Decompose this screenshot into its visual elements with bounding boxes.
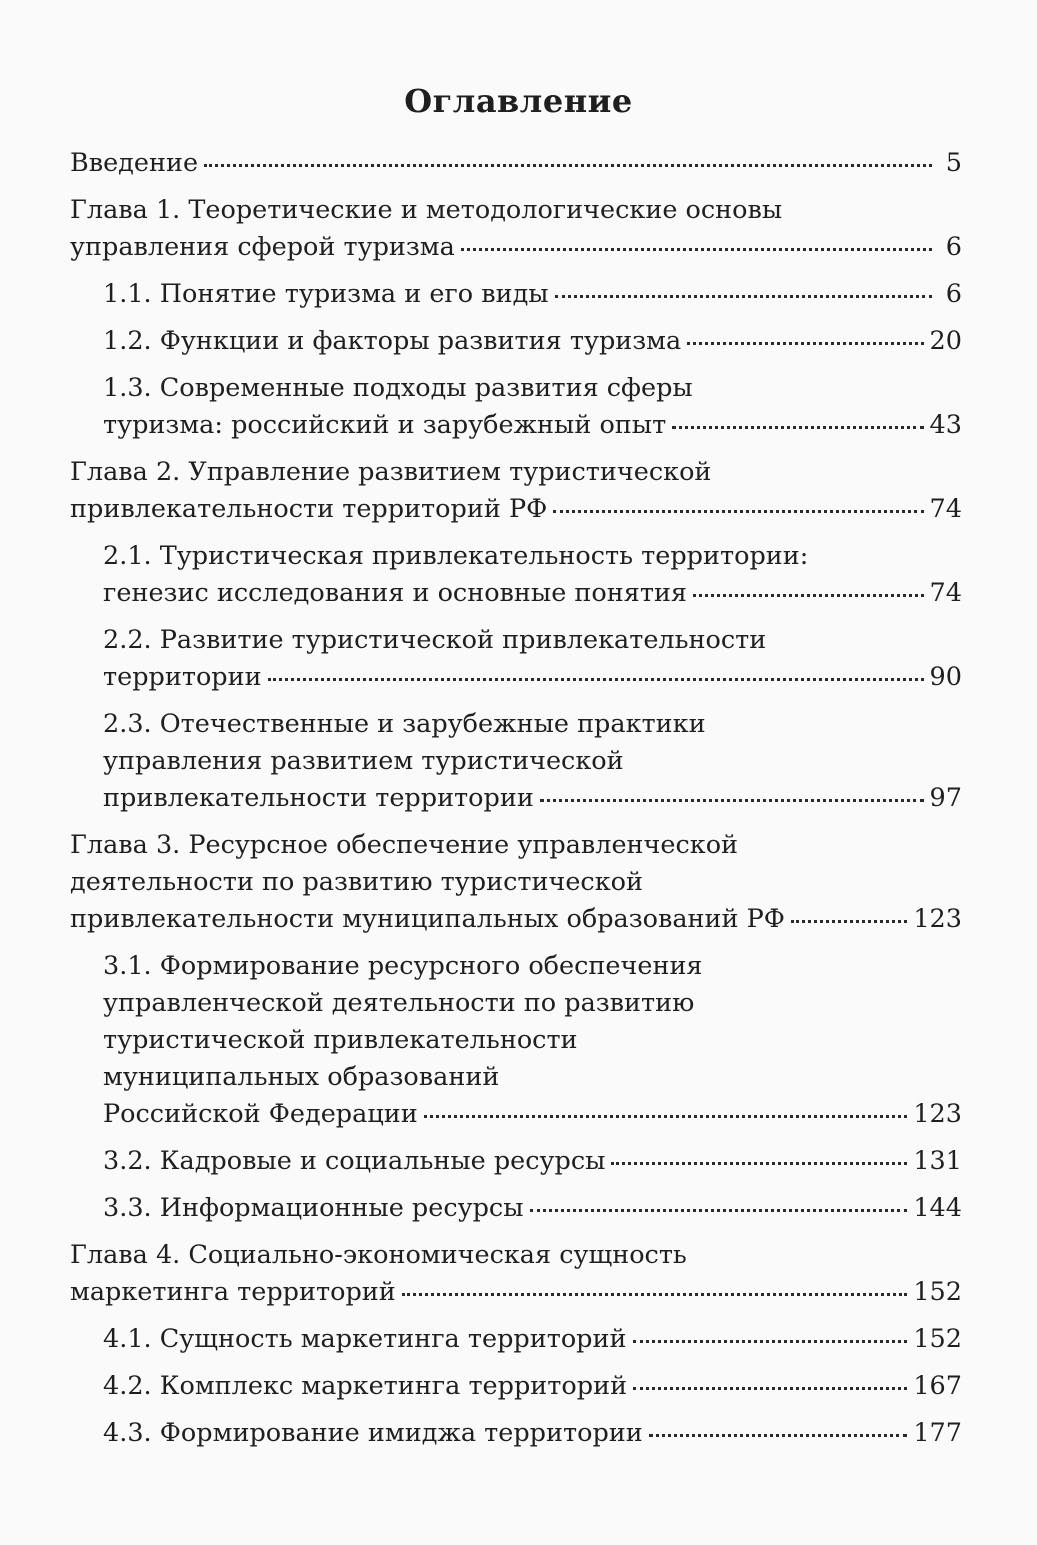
toc-entry-text: 1.1. Понятие туризма и его виды: [103, 279, 549, 309]
toc-entry-text: 2.2. Развитие туристической привлекательности: [103, 625, 767, 655]
toc-entry-text: территории: [103, 662, 262, 692]
toc-page-number: 177: [913, 1418, 962, 1448]
toc-entry-text: 1.2. Функции и факторы развития туризма: [103, 326, 682, 356]
toc-entry-text: 2.1. Туристическая привлекательность территории:: [103, 541, 809, 571]
toc-entry-text: маркетинга территорий: [70, 1277, 396, 1307]
leader-dots: [268, 677, 924, 681]
leader-dots: [424, 1114, 908, 1118]
toc-entry-text: управления сферой туризма: [70, 232, 455, 262]
toc-entry-chapter-3[interactable]: [70, 827, 962, 938]
toc-entry-chapter-2[interactable]: [70, 454, 962, 528]
toc-entry-section-4-3[interactable]: [103, 1415, 962, 1452]
toc-entry-chapter-4[interactable]: [70, 1237, 962, 1311]
leader-dots: [791, 919, 907, 923]
toc-page-number: 74: [929, 578, 962, 608]
toc-entry-section-4-2[interactable]: [103, 1368, 962, 1405]
toc-entry-text: 4.1. Сущность маркетинга территорий: [103, 1324, 627, 1354]
toc-entry-section-4-1[interactable]: [103, 1321, 962, 1358]
toc-entry-section-1-1[interactable]: [103, 276, 962, 313]
toc-page-number: 123: [913, 904, 962, 934]
toc-page-number: 167: [913, 1371, 962, 1401]
toc-entry-section-1-3[interactable]: [103, 370, 962, 444]
toc-entry-text: 2.3. Отечественные и зарубежные практики: [103, 709, 706, 739]
leader-dots: [540, 798, 924, 802]
page-title: Оглавление: [404, 82, 633, 120]
table-of-contents: [70, 145, 962, 1462]
toc-entry-text: туризма: российский и зарубежный опыт: [103, 410, 667, 440]
toc-entry-text: Глава 3. Ресурсное обеспечение управленческой: [70, 830, 739, 860]
toc-page-number: 144: [913, 1193, 962, 1223]
toc-page-number: 43: [929, 410, 962, 440]
leader-dots: [693, 593, 924, 597]
toc-entry-text: деятельности по развитию туристической: [70, 867, 643, 897]
leader-dots: [461, 247, 932, 251]
toc-entry-text: 1.3. Современные подходы развития сферы: [103, 373, 693, 403]
toc-page-number: 97: [929, 783, 962, 813]
toc-entry-text: туристической привлекательности: [103, 1025, 578, 1055]
toc-entry-text: Глава 1. Теоретические и методологические основы: [70, 195, 783, 225]
toc-entry-text: Российской Федерации: [103, 1099, 418, 1129]
toc-page-number: 90: [929, 662, 962, 692]
leader-dots: [530, 1208, 908, 1212]
toc-page-number: 5: [945, 148, 962, 178]
leader-dots: [611, 1161, 907, 1165]
toc-page-number: 152: [913, 1324, 962, 1354]
toc-entry-text: привлекательности территорий РФ: [70, 494, 548, 524]
toc-entry-text: 4.2. Комплекс маркетинга территорий: [103, 1371, 628, 1401]
toc-entry-section-2-3[interactable]: [103, 706, 962, 817]
toc-page-number: 6: [945, 279, 962, 309]
toc-page-number: 20: [929, 326, 962, 356]
toc-page-number: 152: [913, 1277, 962, 1307]
toc-entry-text: муниципальных образований: [103, 1062, 500, 1092]
toc-page-number: 74: [929, 494, 962, 524]
toc-entry-text: привлекательности территории: [103, 783, 534, 813]
toc-entry-text: Глава 4. Социально-экономическая сущность: [70, 1240, 687, 1270]
leader-dots: [204, 163, 932, 167]
leader-dots: [555, 294, 932, 298]
toc-page-number: 123: [913, 1099, 962, 1129]
toc-entry-section-1-2[interactable]: [103, 323, 962, 360]
toc-page-number: 131: [913, 1146, 962, 1176]
toc-entry-chapter-1[interactable]: [70, 192, 962, 266]
toc-entry-introduction[interactable]: [70, 145, 962, 182]
toc-entry-section-2-2[interactable]: [103, 622, 962, 696]
leader-dots: [553, 509, 923, 513]
leader-dots: [687, 341, 923, 345]
toc-entry-text: 3.2. Кадровые и социальные ресурсы: [103, 1146, 606, 1176]
leader-dots: [633, 1386, 907, 1390]
toc-entry-text: Введение: [70, 148, 199, 178]
leader-dots: [402, 1292, 908, 1296]
leader-dots: [649, 1433, 908, 1437]
leader-dots: [672, 425, 923, 429]
toc-entry-section-3-1[interactable]: [103, 948, 962, 1133]
toc-entry-text: генезис исследования и основные понятия: [103, 578, 688, 608]
toc-entry-text: 3.3. Информационные ресурсы: [103, 1193, 524, 1223]
toc-entry-section-2-1[interactable]: [103, 538, 962, 612]
toc-entry-section-3-3[interactable]: [103, 1190, 962, 1227]
toc-entry-text: 3.1. Формирование ресурсного обеспечения: [103, 951, 703, 981]
leader-dots: [633, 1339, 908, 1343]
toc-entry-text: управленческой деятельности по развитию: [103, 988, 695, 1018]
toc-entry-text: привлекательности муниципальных образований РФ: [70, 904, 785, 934]
toc-entry-text: управления развитием туристической: [103, 746, 624, 776]
toc-entry-section-3-2[interactable]: [103, 1143, 962, 1180]
toc-page-number: 6: [945, 232, 962, 262]
toc-entry-text: Глава 2. Управление развитием туристической: [70, 457, 712, 487]
toc-entry-text: 4.3. Формирование имиджа территории: [103, 1418, 643, 1448]
